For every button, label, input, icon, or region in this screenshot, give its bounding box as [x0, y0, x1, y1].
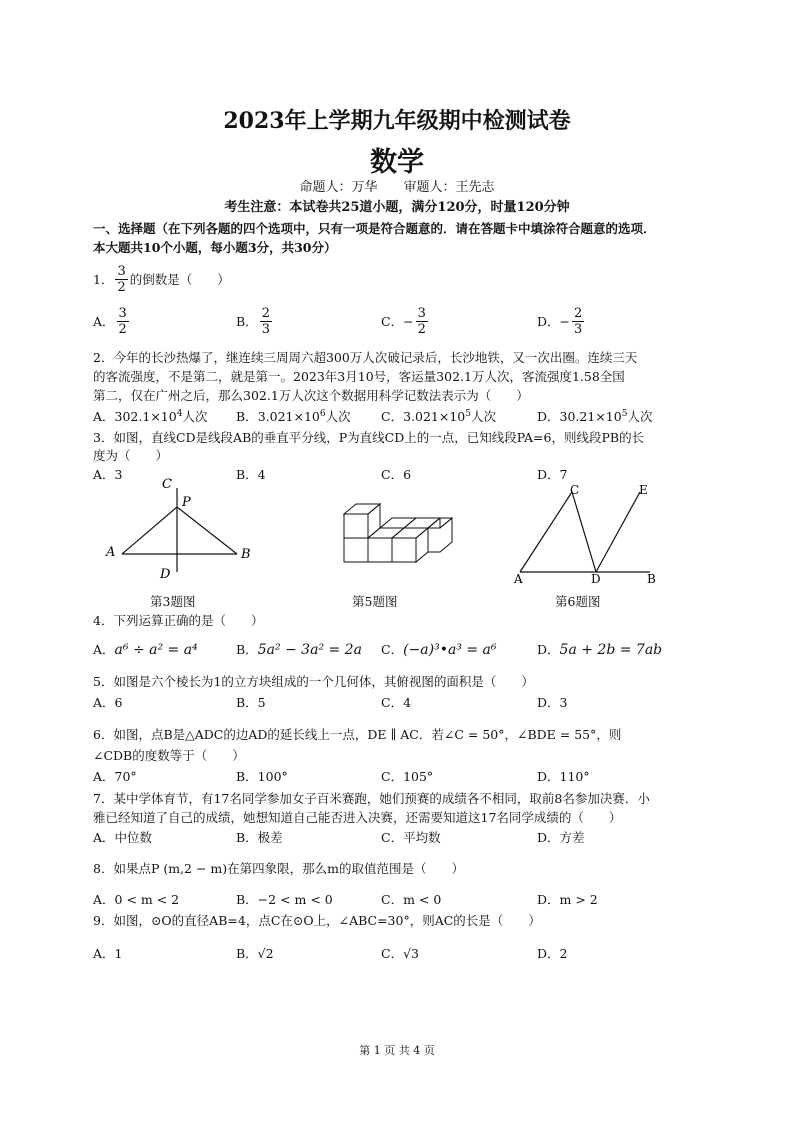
figure-5-diagram	[340, 496, 460, 568]
question-5-text: 5．如图是六个棱长为1的立方块组成的一个几何体，其俯视图的面积是（ ）	[93, 674, 534, 689]
q5-option-c[interactable]: C．4	[381, 695, 412, 710]
question-6-line2: ∠CDB的度数等于（ ）	[93, 748, 245, 763]
q3-option-b[interactable]: B．4	[236, 467, 266, 482]
section-heading-line2: 本大题共10个小题，每小题3分，共30分）	[93, 240, 337, 255]
figure-3-diagram	[100, 474, 270, 584]
q4-option-b[interactable]: B．5a² − 3a² = 2a	[236, 642, 362, 658]
page-footer: 第 1 页 共 4 页	[359, 1044, 435, 1057]
q7-option-c[interactable]: C．平均数	[381, 830, 441, 845]
fig6-line-cd	[572, 492, 596, 572]
question-7-line2: 雅已经知道了自己的成绩，她想知道自己能否进入决赛，还需要知道这17名同学成绩的（ ）	[93, 810, 622, 825]
fig3-line-ap	[122, 507, 177, 554]
q6-option-a[interactable]: A．70°	[93, 769, 137, 784]
fig3-label-p: P	[182, 495, 191, 510]
q9-option-a[interactable]: A．1	[93, 946, 123, 961]
fig3-label-a: A	[106, 545, 116, 560]
q3-option-d[interactable]: D．7	[537, 467, 568, 482]
question-2-line1: 2．今年的长沙热爆了，继连续三周周六超300万人次破记录后，长沙地铁，又一次出圈。连续三天	[93, 350, 638, 365]
fig6-label-b: B	[647, 572, 656, 586]
q2-option-a[interactable]: A．$302.1\times 10^4$人次	[93, 408, 208, 424]
fig6-label-e: E	[639, 483, 648, 497]
q1-option-d[interactable]: D． − $\frac{2}{3}$	[537, 306, 583, 337]
figure-5-caption: 第5题图	[352, 594, 398, 609]
q3-option-a[interactable]: A．3	[93, 467, 123, 482]
fig6-label-c: C	[570, 483, 580, 497]
fig6-line-de	[596, 492, 640, 572]
figure-3-caption: 第3题图	[150, 594, 196, 609]
q6-option-c[interactable]: C．105°	[381, 769, 434, 784]
figure-6-caption: 第6题图	[555, 594, 601, 609]
q5-option-b[interactable]: B．5	[236, 695, 266, 710]
q6-option-b[interactable]: B．100°	[236, 769, 288, 784]
exam-title: 2023年上学期九年级期中检测试卷	[223, 108, 571, 134]
q7-option-b[interactable]: B．极差	[236, 830, 283, 845]
q2-option-b[interactable]: B．$3.021\times 10^6$人次	[236, 408, 351, 424]
figure-6-diagram	[508, 482, 668, 586]
fig3-line-pb	[177, 507, 237, 554]
q8-option-d[interactable]: D．m > 2	[537, 892, 598, 907]
q5-option-a[interactable]: A．6	[93, 695, 123, 710]
subject-title: 数学	[370, 147, 424, 178]
fig6-label-d: D	[591, 572, 601, 586]
q2-option-c[interactable]: C．$3.021\times 10^5$人次	[381, 408, 496, 424]
q9-option-d[interactable]: D．2	[537, 946, 568, 961]
question-6-line1: 6．如图，点B是△ADC的边AD的延长线上一点，DE ∥ AC．若∠C = 50°，∠BDE = 55°，则	[93, 727, 622, 742]
q2-option-d[interactable]: D．$30.21\times 10^5$人次	[537, 408, 653, 424]
question-2-line2: 的客流强度，不是第二，就是第一。2023年3月10号，客运量302.1万人次，客流强度1.58全国	[93, 369, 625, 384]
q9-option-b[interactable]: B．√2	[236, 946, 274, 961]
q8-option-b[interactable]: B．−2 < m < 0	[236, 892, 333, 907]
q3-option-c[interactable]: C．6	[381, 467, 412, 482]
q7-option-a[interactable]: A．中位数	[93, 830, 153, 845]
q7-option-d[interactable]: D．方差	[537, 830, 585, 845]
q6-option-d[interactable]: D．110°	[537, 769, 590, 784]
q1-option-c[interactable]: C． − $\frac{3}{2}$	[381, 306, 426, 337]
fig6-line-ac	[520, 492, 572, 572]
q1-option-a[interactable]: A． $\frac{3}{2}$	[93, 306, 127, 337]
q4-option-a[interactable]: A．a⁶ ÷ a² = a⁴	[93, 642, 198, 658]
q8-option-c[interactable]: C．m < 0	[381, 892, 442, 907]
exam-notice: 考生注意：本试卷共25道小题，满分120分，时量120分钟	[224, 200, 570, 215]
fig3-label-c: C	[162, 477, 172, 492]
fig6-label-a: A	[514, 572, 523, 586]
q4-option-d[interactable]: D．5a + 2b = 7ab	[537, 642, 663, 658]
question-3-line2: 度为（ ）	[93, 448, 169, 463]
q9-option-c[interactable]: C．√3	[381, 946, 419, 961]
question-4-text: 4．下列运算正确的是（ ）	[93, 613, 264, 628]
section-heading-line1: 一、选择题（在下列各题的四个选项中，只有一项是符合题意的．请在答题卡中填涂符合题意的选项．	[93, 221, 656, 236]
authors-line: 命题人：万华 审题人：王先志	[299, 180, 495, 195]
q4-option-c[interactable]: C．(−a)³•a³ = a⁶	[381, 642, 497, 658]
question-1	[93, 264, 230, 295]
q5-option-d[interactable]: D．3	[537, 695, 568, 710]
question-2-line3: 第二，仅在广州之后，那么302.1万人次这个数据用科学记数法表示为（ ）	[93, 388, 529, 403]
question-1-number: 1．	[93, 271, 114, 287]
question-1-text: 的倒数是（ ）	[129, 271, 230, 287]
question-8-text: 8．如果点P (m,2 − m)在第四象限，那么m的取值范围是（ ）	[93, 861, 464, 876]
fig3-label-b: B	[241, 547, 251, 562]
question-1-fraction: $\frac{3}{2}$	[117, 264, 126, 295]
question-3-line1: 3．如图，直线CD是线段AB的垂直平分线，P为直线CD上的一点，已知线段PA=6，则线段PB的长	[93, 430, 645, 445]
question-7-line1: 7．某中学体育节，有17名同学参加女子百米赛跑，她们预赛的成绩各不相同，取前8名参加决赛．小	[93, 791, 650, 806]
fig3-label-d: D	[160, 567, 171, 582]
q1-option-b[interactable]: B． $\frac{2}{3}$	[236, 306, 270, 337]
question-9-text: 9．如图，⊙O的直径AB=4，点C在⊙O上，∠ABC=30°，则AC的长是（ ）	[93, 913, 541, 928]
q8-option-a[interactable]: A．0 < m < 2	[93, 892, 180, 907]
